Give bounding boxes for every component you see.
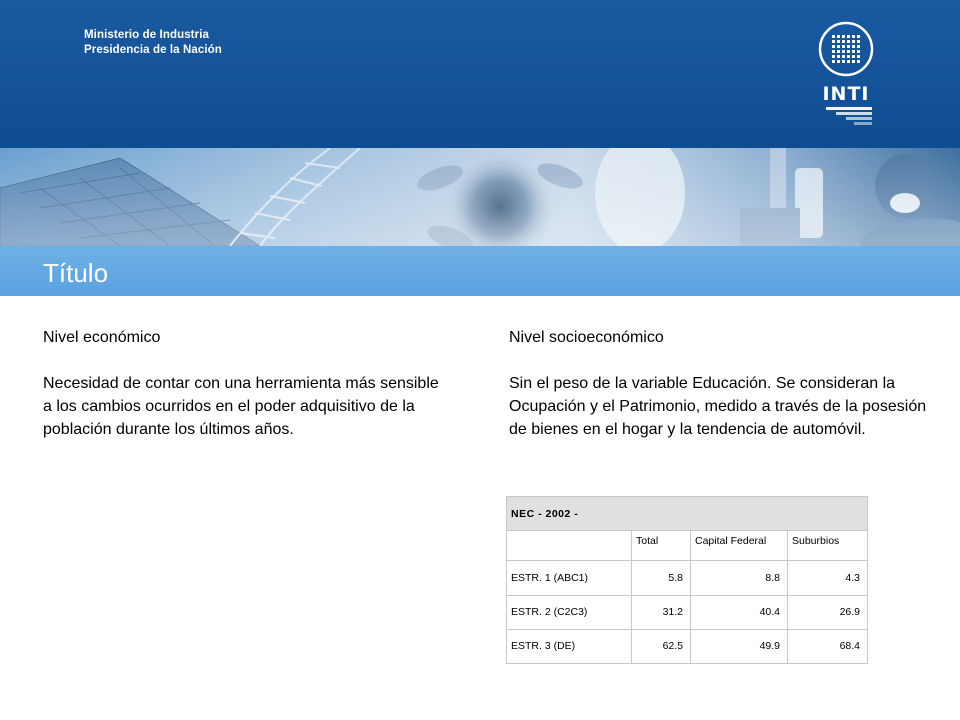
table-row: [507, 629, 868, 663]
table-cell: 31.2: [632, 595, 691, 629]
page-title: Título: [43, 258, 109, 288]
table-cell: 8.8: [691, 561, 788, 595]
left-column-body: Necesidad de contar con una herramienta más sensible a los cambios ocurridos en el poder adquisitivo de la población durante los últimos años.: [43, 375, 439, 438]
table-header-row: [507, 531, 868, 561]
nec-table: [506, 496, 868, 664]
header-photo-banner: [0, 148, 960, 246]
table-cell: 4.3: [788, 561, 868, 595]
ministry-subtitle: Presidencia de la Nación: [84, 44, 222, 56]
right-column-heading: Nivel socioeconómico: [509, 329, 664, 346]
table-title-row: [507, 497, 868, 531]
table-cell: ESTR. 3 (DE): [507, 629, 632, 663]
table-row: [507, 561, 868, 595]
inti-logo-icon: [808, 18, 888, 128]
left-column-heading: Nivel económico: [43, 329, 161, 346]
inti-logo-text: INTI: [822, 83, 870, 105]
table-title: NEC - 2002 -: [507, 497, 868, 531]
table-cell: ESTR. 1 (ABC1): [507, 561, 632, 595]
table-header-cell: Total: [632, 531, 691, 561]
table-cell: 5.8: [632, 561, 691, 595]
ministry-name: Ministerio de Industria: [84, 29, 209, 41]
title-bar: [0, 246, 960, 296]
table-cell: ESTR. 2 (C2C3): [507, 595, 632, 629]
table-cell: 40.4: [691, 595, 788, 629]
table-cell: 62.5: [632, 629, 691, 663]
table-cell: 26.9: [788, 595, 868, 629]
table-header-cell: Suburbios: [788, 531, 868, 561]
table-header-cell: Capital Federal: [691, 531, 788, 561]
table-cell: 68.4: [788, 629, 868, 663]
table-header-cell: [507, 531, 632, 561]
table-cell: 49.9: [691, 629, 788, 663]
table-row: [507, 595, 868, 629]
header-band: [0, 0, 960, 148]
right-column-body: Sin el peso de la variable Educación. Se consideran la Ocupación y el Patrimonio, medido a través de la posesión de bienes en el hogar y la tendencia de automóvil.: [509, 375, 927, 438]
